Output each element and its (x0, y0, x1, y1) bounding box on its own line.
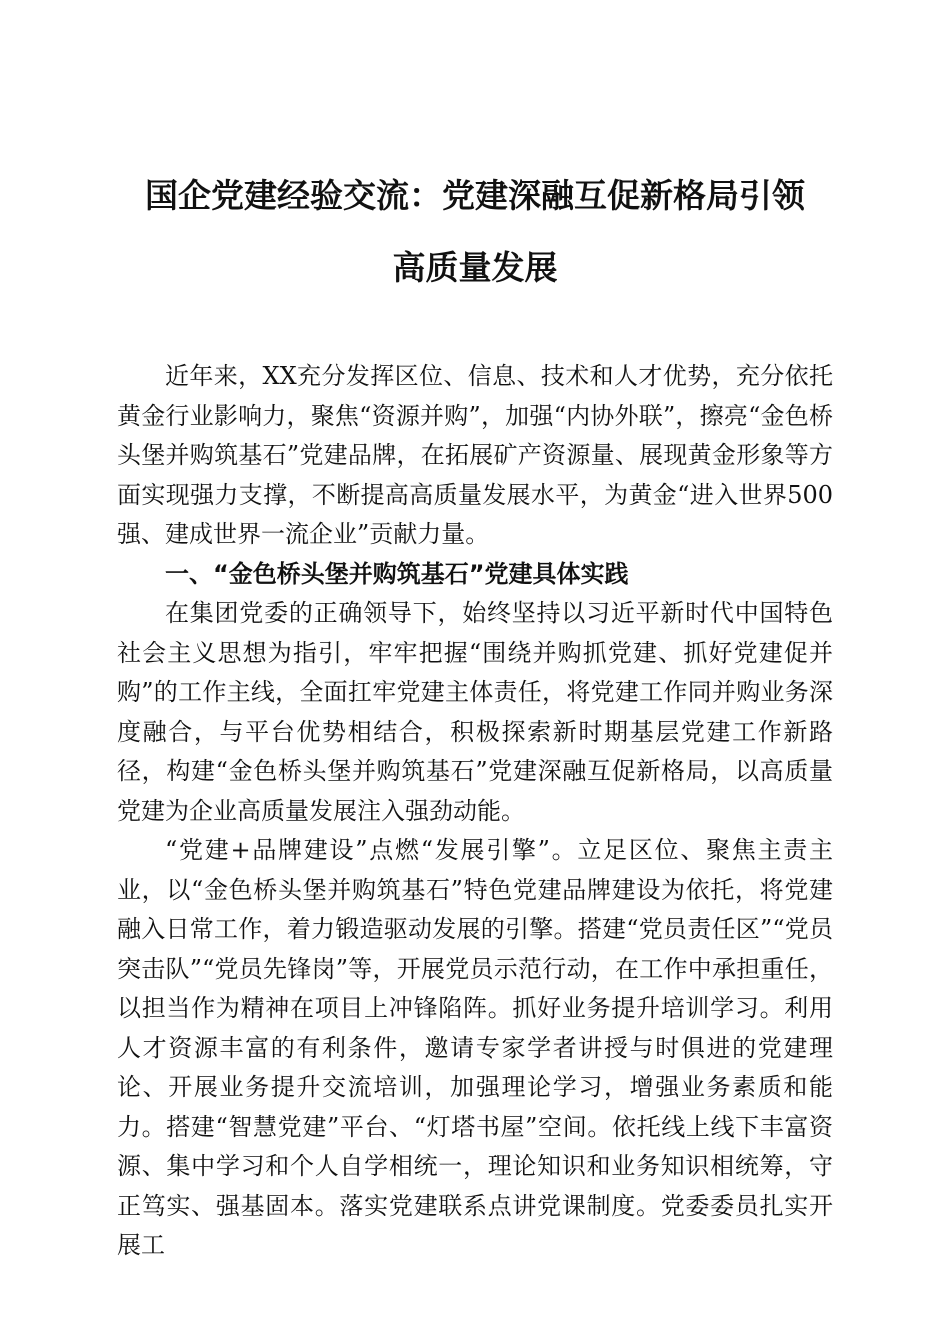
paragraph-practice: 在集团党委的正确领导下，始终坚持以习近平新时代中国特色社会主义思想为指引，牢牢把握“围绕并购抓党建、抓好党建促并购”的工作主线，全面扛牢党建主体责任，将党建工作同并购业务深度融合，与平台优势相结合，积极探索新时期基层党建工作新路径，构建“金色桥头堡并购筑基石”党建深融互促新格局，以高质量党建为企业高质量发展注入强劲动能。 (117, 599, 833, 825)
paragraph-intro: 近年来，XX充分发挥区位、信息、技术和人才优势，充分依托黄金行业影响力，聚焦“资源并购”，加强“内协外联”，擦亮“金色桥头堡并购筑基石”党建品牌，在拓展矿产资源量、展现黄金形象等方面实现强力支撑，不断提高高质量发展水平，为黄金“进入世界500强、建成世界一流企业”贡献力量。 (117, 362, 833, 548)
section-heading-1: 一、“金色桥头堡并购筑基石”党建具体实践 (165, 559, 629, 588)
paragraph-brand-building: “党建+品牌建设”点燃“发展引擎”。立足区位、聚焦主责主业，以“金色桥头堡并购筑基石”特色党建品牌建设为依托，将党建融入日常工作，着力锻造驱动发展的引擎。搭建“党员责任区”“党员突击队”“党员先锋岗”等，开展党员示范行动，在工作中承担重任，以担当作为精神在项目上冲锋陷阵。抓好业务提升培训学习。利用人才资源丰富的有利条件，邀请专家学者讲授与时俱进的党建理论、开展业务提升交流培训，加强理论学习，增强业务素质和能力。搭建“智慧党建”平台、“灯塔书屋”空间。依托线上线下丰富资源、集中学习和个人自学相统一，理论知识和业务知识相统筹，守正笃实、强基固本。落实党建联系点讲党课制度。党委委员扎实开展工 (117, 836, 833, 1259)
document-body (117, 357, 833, 1266)
document-title-line-2: 高质量发展 (392, 248, 558, 287)
document-title-line-1: 国企党建经验交流：党建深融互促新格局引领 (145, 176, 805, 215)
